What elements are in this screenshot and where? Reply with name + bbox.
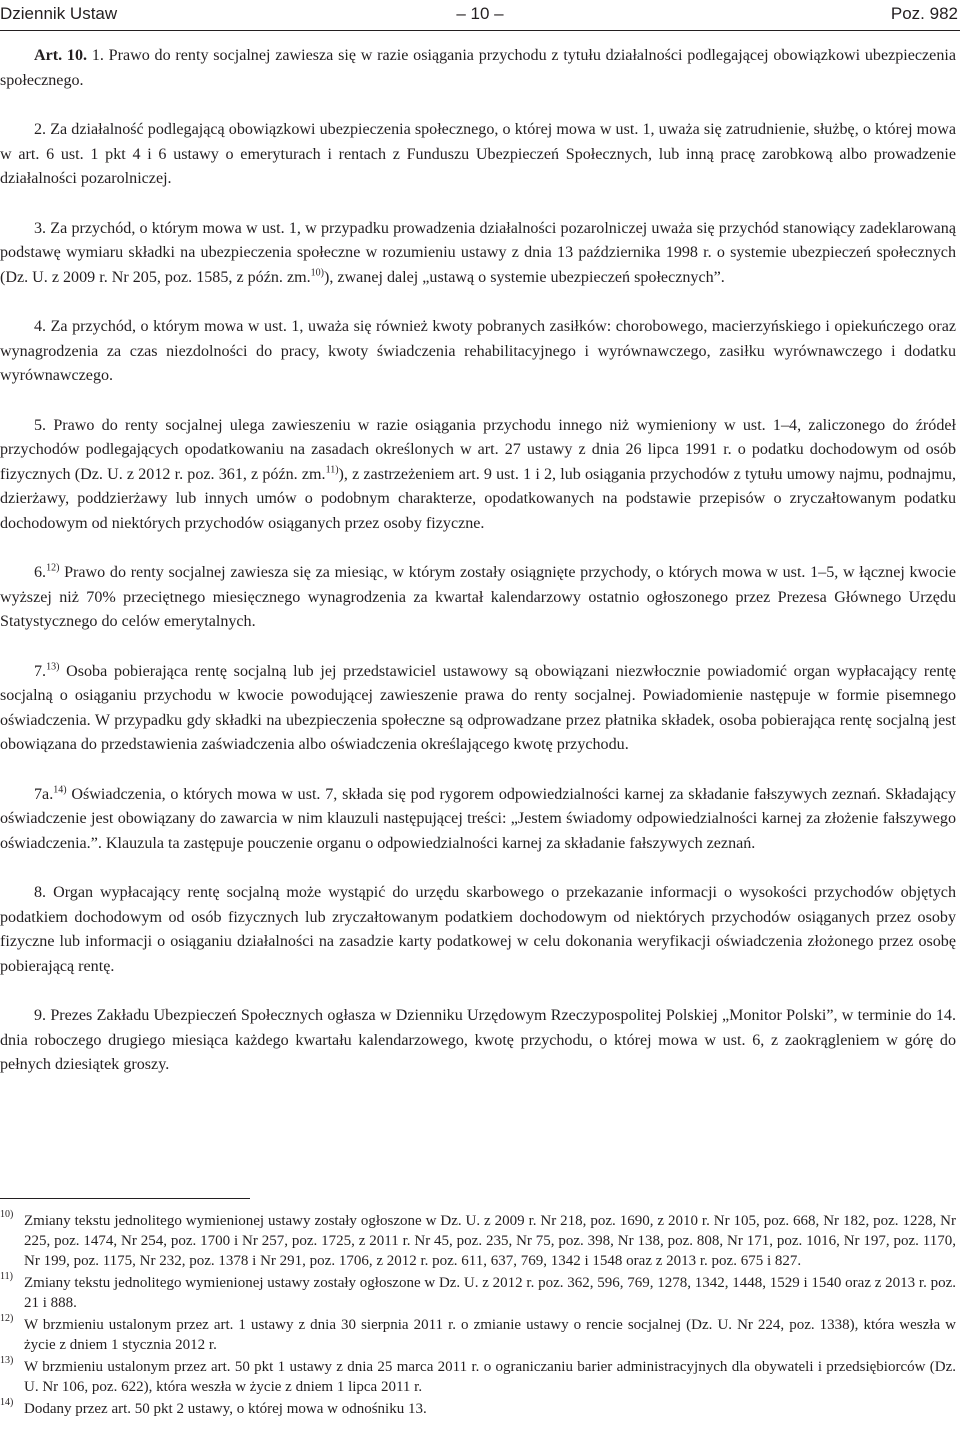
paragraph-7a bbox=[0, 783, 956, 857]
footnote-13 bbox=[0, 1357, 956, 1397]
paragraph-text: 3. Za przychód, o którym mowa w ust. 1, w przypadku prowadzenia działalności pozarolniczej uważa się przychód stanowiący zadeklarowaną podstawę wymiaru składki na ubezpieczenia społeczne w rozumieniu ustawy z dnia 13 października 1998 r. o systemie ubezpieczeń społecznych (Dz. U. z 2009 r. Nr 205, poz. 1585, z późn. zm. bbox=[0, 219, 956, 286]
footnote-ref: 12) bbox=[46, 562, 60, 574]
footnote-14 bbox=[0, 1399, 956, 1419]
paragraph-3 bbox=[0, 217, 956, 291]
header-rule bbox=[0, 30, 960, 31]
footnote-ref: 11) bbox=[325, 464, 339, 476]
footnote-number: 13) bbox=[0, 1355, 14, 1366]
paragraph-text: Osoba pobierająca rentę socjalną lub jej przedstawiciel ustawowy są obowiązani niezwłocznie powiadomić organ wypłacający rentę socjalną o osiąganiu przychodu w kwocie powodującej zawieszenie prawa do renty socjalnej. Powiadomienie następuje w formie pisemnego oświadczenia. W przypadku gdy składki na ubezpieczenia społeczne są odprowadzane przez płatnika składek, osoba pobierająca rentę socjalną jest obowiązana do przedstawienia zaświadczenia albo oświadczenia określającego kwotę przychodu. bbox=[0, 662, 956, 753]
paragraph-5 bbox=[0, 414, 956, 537]
paragraph-2 bbox=[0, 118, 956, 192]
paragraph-9 bbox=[0, 1004, 956, 1078]
paragraph-text: Oświadczenia, o których mowa w ust. 7, składa się pod rygorem odpowiedzialności karnej za składanie fałszywych zeznań. Składający oświadczenie jest obowiązany do zawarcia w nim klauzuli następującej treści: „Jestem świadomy odpowiedzialności karnej za złożenie fałszywego oświadczenia.”. Klauzula ta zastępuje pouczenie organu o odpowiedzialności karnej za składanie fałszywych zeznań. bbox=[0, 785, 956, 852]
footnote-number: 11) bbox=[0, 1271, 13, 1282]
page-header bbox=[0, 0, 960, 28]
position-number: Poz. 982 bbox=[890, 4, 958, 23]
paragraph-4 bbox=[0, 315, 956, 389]
footnote-text: Zmiany tekstu jednolitego wymienionej ustawy zostały ogłoszone w Dz. U. z 2009 r. Nr 218, poz. 1690, z 2010 r. Nr 105, poz. 668, Nr 182, poz. 1228, Nr 225, poz. 1474, Nr 254, poz. 1700 i Nr 257, poz. 1725, z 2011 r. Nr 45, poz. 235, Nr 75, poz. 398, Nr 138, poz. 808, Nr 171, poz. 1016, Nr 197, poz. 1170, Nr 199, poz. 1175, Nr 232, poz. 1378 i Nr 291, poz. 1706, z 2012 r. poz. 611, 637, 769, 1342 i 1548 oraz z 2013 r. poz. 675 i 827. bbox=[24, 1213, 956, 1269]
paragraph-text: ), z zastrzeżeniem art. 9 ust. 1 i 2, lub osiągania przychodów z tytułu umowy najmu, podnajmu, dzierżawy, poddzierżawy lub innych umów o podobnym charakterze, opodatkowanych na podstawie przepisów o zryczałtowanym podatku dochodowym od niektórych przychodów osiąganych przez osoby fizyczne. bbox=[0, 465, 956, 532]
paragraph-text: 1. Prawo do renty socjalnej zawiesza się w razie osiągania przychodu z tytułu działalności podlegającej obowiązkowi ubezpieczenia społecznego. bbox=[0, 47, 956, 89]
footnote-text: Zmiany tekstu jednolitego wymienionej ustawy zostały ogłoszone w Dz. U. z 2012 r. poz. 362, 596, 769, 1278, 1342, 1448, 1529 i 1540 oraz z 2013 r. poz. 21 i 888. bbox=[24, 1275, 956, 1311]
paragraph-text: 6. bbox=[34, 564, 47, 581]
paragraph-text: 2. Za działalność podlegającą obowiązkowi ubezpieczenia społecznego, o której mowa w ust. 1, uważa się zatrudnienie, służbę, o której mowa w art. 6 ust. 1 pkt 4 i 6 ustawy o emeryturach i rentach z Funduszu Ubezpieczeń Społecznych, lub inną pracę zarobkową albo prowadzenie działalności pozarolniczej. bbox=[0, 121, 956, 187]
paragraph-art-10-1 bbox=[0, 44, 956, 93]
footnote-number: 10) bbox=[0, 1209, 14, 1220]
footnote-ref: 14) bbox=[53, 784, 67, 796]
journal-title: Dziennik Ustaw bbox=[0, 4, 118, 23]
footnote-text: W brzmieniu ustalonym przez art. 50 pkt 1 ustawy z dnia 25 marca 2011 r. o ograniczaniu barier administracyjnych dla obywateli i przedsiębiorców (Dz. U. Nr 106, poz. 622), która weszła w życie z dniem 1 lipca 2011 r. bbox=[24, 1359, 956, 1395]
footnote-number: 14) bbox=[0, 1397, 14, 1408]
paragraph-text: 8. Organ wypłacający rentę socjalną może wystąpić do urzędu skarbowego o przekazanie informacji o wysokości przychodów objętych podatkiem dochodowym od osób fizycznych lub zryczałtowanym podatkiem dochodowym od niektórych przychodów osiąganych przez osoby fizyczne lub informacji o osiąganiu działalności na zasadzie karty podatkowej w celu dokonania weryfikacji oświadczenia złożonego przez osobę pobierającą rentę. bbox=[0, 884, 956, 975]
footnote-ref: 13) bbox=[46, 661, 60, 673]
paragraph-text: 7a. bbox=[34, 785, 54, 803]
footnote-10 bbox=[0, 1211, 956, 1271]
footnote-11 bbox=[0, 1273, 956, 1313]
article-heading: Art. 10. bbox=[34, 47, 88, 64]
paragraph-text: 9. Prezes Zakładu Ubezpieczeń Społecznych ogłasza w Dzienniku Urzędowym Rzeczypospolitej Polskiej „Monitor Polski”, w terminie do 14. dnia roboczego drugiego miesiąca każdego kwartału kalendarzowego, kwotę przychodu, o której mowa w ust. 6, z zaokrągleniem w górę do pełnych dziesiątek groszy. bbox=[0, 1007, 956, 1073]
paragraph-text: 4. Za przychód, o którym mowa w ust. 1, uważa się również kwoty pobranych zasiłków: chorobowego, macierzyńskiego i opiekuńczego oraz wynagrodzenia za czas niezdolności do pracy, kwoty świadczenia rehabilitacyjnego i wyrównawczego, zasiłku wyrównawczego i dodatku wyrównawczego. bbox=[0, 318, 956, 384]
paragraph-text: 7. bbox=[34, 662, 47, 680]
paragraph-text: 5. Prawo do renty socjalnej ulega zawieszeniu w razie osiągania przychodu innego niż wymieniony w ust. 1–4, zaliczonego do źródeł przychodów podlegających opodatkowaniu na zasadach określonych w art. 27 ustawy z dnia 26 lipca 1991 r. o podatku dochodowym od osób fizycznych (Dz. U. z 2012 r. poz. 361, z późn. zm. bbox=[0, 416, 956, 483]
paragraph-6 bbox=[0, 561, 956, 635]
footnote-ref: 10) bbox=[310, 267, 324, 279]
document-body bbox=[0, 44, 956, 1103]
footnote-number: 12) bbox=[0, 1313, 14, 1324]
footnote-12 bbox=[0, 1315, 956, 1355]
paragraph-7 bbox=[0, 660, 956, 758]
footnote-text: W brzmieniu ustalonym przez art. 1 ustawy z dnia 30 sierpnia 2011 r. o zmianie ustawy o rencie socjalnej (Dz. U. Nr 224, poz. 1338), która weszła w życie z dniem 1 stycznia 2012 r. bbox=[24, 1317, 956, 1353]
footnote-rule bbox=[0, 1198, 250, 1199]
paragraph-text: ), zwanej dalej „ustawą o systemie ubezpieczeń społecznych”. bbox=[323, 268, 725, 286]
footnotes bbox=[0, 1211, 956, 1421]
paragraph-8 bbox=[0, 881, 956, 979]
footnote-text: Dodany przez art. 50 pkt 2 ustawy, o której mowa w odnośniku 13. bbox=[24, 1401, 427, 1417]
page-number: – 10 – bbox=[456, 4, 504, 23]
paragraph-text: Prawo do renty socjalnej zawiesza się za miesiąc, w którym zostały osiągnięte przychody, o których mowa w ust. 1–5, w łącznej kwocie wyższej niż 70% przeciętnego miesięcznego wynagrodzenia za kwartał kalendarzowy ostatnio ogłoszonego przez Prezesa Głównego Urzędu Statystycznego do celów emerytalnych. bbox=[0, 564, 956, 630]
